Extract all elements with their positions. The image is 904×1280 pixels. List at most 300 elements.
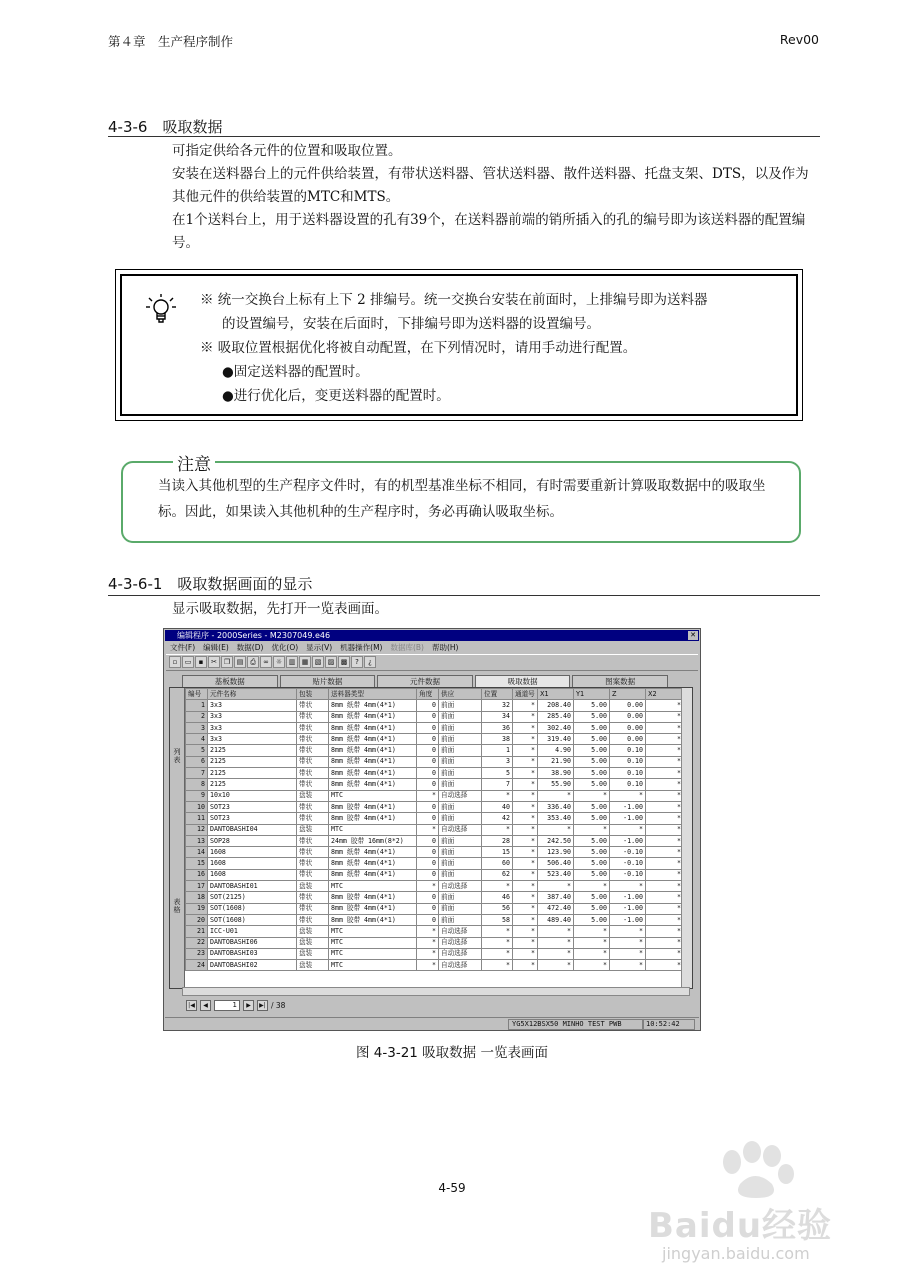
last-page-icon[interactable]: ▶|: [257, 1000, 268, 1011]
table-cell[interactable]: *: [646, 722, 684, 733]
table-cell[interactable]: 前面: [439, 813, 482, 824]
table-cell[interactable]: *: [513, 779, 538, 790]
table-row[interactable]: [186, 734, 684, 745]
table-cell[interactable]: *: [610, 824, 646, 835]
table-cell[interactable]: 7: [186, 768, 208, 779]
tab-1[interactable]: 贴片数据: [280, 675, 376, 687]
table-cell[interactable]: *: [646, 790, 684, 801]
table-cell[interactable]: 20: [186, 914, 208, 925]
table-cell[interactable]: 5.00: [574, 847, 610, 858]
table-cell[interactable]: 5.00: [574, 892, 610, 903]
table-cell[interactable]: 自动选择: [439, 824, 482, 835]
table-cell[interactable]: 盘装: [297, 881, 329, 892]
table-cell[interactable]: 11: [186, 813, 208, 824]
table-cell[interactable]: *: [513, 711, 538, 722]
table-cell[interactable]: 302.40: [538, 722, 574, 733]
table-cell[interactable]: *: [646, 711, 684, 722]
table-row[interactable]: [186, 813, 684, 824]
table-cell[interactable]: 0.00: [610, 700, 646, 711]
table-cell[interactable]: 自动选择: [439, 926, 482, 937]
table-cell[interactable]: *: [610, 790, 646, 801]
table-cell[interactable]: *: [513, 768, 538, 779]
table-cell[interactable]: *: [646, 858, 684, 869]
table-cell[interactable]: 5.00: [574, 756, 610, 767]
table-cell[interactable]: 5: [186, 745, 208, 756]
table-cell[interactable]: 带状: [297, 903, 329, 914]
next-page-icon[interactable]: ▶: [243, 1000, 254, 1011]
table-cell[interactable]: 前面: [439, 756, 482, 767]
table-cell[interactable]: 盘装: [297, 790, 329, 801]
table-cell[interactable]: 前面: [439, 700, 482, 711]
table-cell[interactable]: 2125: [208, 745, 297, 756]
horizontal-scrollbar[interactable]: [182, 987, 690, 996]
column-header[interactable]: 编号: [186, 689, 208, 700]
table-cell[interactable]: 带状: [297, 734, 329, 745]
table-cell[interactable]: 8mm 纸带 4mm(4*1): [329, 768, 417, 779]
table-cell[interactable]: 24: [186, 960, 208, 971]
table-cell[interactable]: *: [538, 790, 574, 801]
table-cell[interactable]: 1608: [208, 847, 297, 858]
table-cell[interactable]: 带状: [297, 768, 329, 779]
table-row[interactable]: [186, 858, 684, 869]
table-cell[interactable]: 0: [417, 847, 439, 858]
table-cell[interactable]: 208.40: [538, 700, 574, 711]
table-cell[interactable]: 285.40: [538, 711, 574, 722]
table-cell[interactable]: 10: [186, 801, 208, 812]
table-row[interactable]: [186, 756, 684, 767]
table-cell[interactable]: 带状: [297, 711, 329, 722]
table-cell[interactable]: *: [513, 926, 538, 937]
table-cell[interactable]: 2: [186, 711, 208, 722]
table-cell[interactable]: *: [417, 948, 439, 959]
table-cell[interactable]: *: [538, 960, 574, 971]
table-row[interactable]: [186, 801, 684, 812]
table-cell[interactable]: 506.40: [538, 858, 574, 869]
table-row[interactable]: [186, 881, 684, 892]
table-cell[interactable]: *: [574, 960, 610, 971]
table-cell[interactable]: 5.00: [574, 858, 610, 869]
table-cell[interactable]: 40: [482, 801, 513, 812]
table-cell[interactable]: 5.00: [574, 869, 610, 880]
table-cell[interactable]: 带状: [297, 914, 329, 925]
table-cell[interactable]: *: [610, 960, 646, 971]
table-cell[interactable]: 0: [417, 858, 439, 869]
column-header[interactable]: Y1: [574, 689, 610, 700]
table-cell[interactable]: 0: [417, 700, 439, 711]
table-cell[interactable]: DANTOBASHI06: [208, 937, 297, 948]
table-cell[interactable]: 1608: [208, 858, 297, 869]
table-cell[interactable]: *: [513, 801, 538, 812]
chart-icon[interactable]: ▥: [286, 656, 298, 668]
column-header[interactable]: 位置: [482, 689, 513, 700]
table-cell[interactable]: 28: [482, 835, 513, 846]
table-cell[interactable]: 60: [482, 858, 513, 869]
table-cell[interactable]: *: [513, 847, 538, 858]
table-cell[interactable]: 8mm 纸带 4mm(4*1): [329, 847, 417, 858]
table-cell[interactable]: 带状: [297, 858, 329, 869]
table-cell[interactable]: 0: [417, 745, 439, 756]
table-cell[interactable]: 5.00: [574, 745, 610, 756]
table-cell[interactable]: *: [646, 869, 684, 880]
table-cell[interactable]: 1: [186, 700, 208, 711]
table-cell[interactable]: 0: [417, 869, 439, 880]
table-cell[interactable]: 0.10: [610, 779, 646, 790]
table-cell[interactable]: 34: [482, 711, 513, 722]
table-cell[interactable]: -1.00: [610, 813, 646, 824]
table-cell[interactable]: 523.40: [538, 869, 574, 880]
table-cell[interactable]: 46: [482, 892, 513, 903]
table-cell[interactable]: *: [513, 756, 538, 767]
table-cell[interactable]: *: [417, 937, 439, 948]
table-row[interactable]: [186, 779, 684, 790]
table-cell[interactable]: -1.00: [610, 835, 646, 846]
table-cell[interactable]: 前面: [439, 768, 482, 779]
table-cell[interactable]: 58: [482, 914, 513, 925]
menu-item[interactable]: 编辑(E): [203, 643, 229, 652]
table-row[interactable]: [186, 937, 684, 948]
table-cell[interactable]: 8mm 纸带 4mm(4*1): [329, 869, 417, 880]
table-cell[interactable]: 0: [417, 801, 439, 812]
table-cell[interactable]: 5.00: [574, 813, 610, 824]
table-cell[interactable]: *: [513, 700, 538, 711]
table-cell[interactable]: 前面: [439, 858, 482, 869]
table-cell[interactable]: 19: [186, 903, 208, 914]
table-cell[interactable]: *: [482, 937, 513, 948]
table-cell[interactable]: 8mm 纸带 4mm(4*1): [329, 745, 417, 756]
table-cell[interactable]: 前面: [439, 892, 482, 903]
table-cell[interactable]: 2125: [208, 768, 297, 779]
table-cell[interactable]: 0.10: [610, 768, 646, 779]
help-icon[interactable]: ?: [351, 656, 363, 668]
table-cell[interactable]: SOT(2125): [208, 892, 297, 903]
table-cell[interactable]: 8mm 纸带 4mm(4*1): [329, 711, 417, 722]
table-cell[interactable]: 3: [186, 722, 208, 733]
table-cell[interactable]: 0: [417, 813, 439, 824]
table-cell[interactable]: 38: [482, 734, 513, 745]
machine-icon[interactable]: ▦: [299, 656, 311, 668]
table-cell[interactable]: 0.00: [610, 722, 646, 733]
table-cell[interactable]: *: [417, 960, 439, 971]
table-cell[interactable]: -1.00: [610, 892, 646, 903]
table-cell[interactable]: *: [513, 824, 538, 835]
table-cell[interactable]: 0: [417, 722, 439, 733]
table-row[interactable]: [186, 722, 684, 733]
table-cell[interactable]: *: [513, 835, 538, 846]
table-cell[interactable]: *: [513, 790, 538, 801]
table-cell[interactable]: 8mm 胶带 4mm(4*1): [329, 914, 417, 925]
tab-4[interactable]: 图案数据: [572, 675, 668, 687]
table-cell[interactable]: 4.90: [538, 745, 574, 756]
table-cell[interactable]: 12: [186, 824, 208, 835]
table-cell[interactable]: SOP28: [208, 835, 297, 846]
column-header[interactable]: 元件名称: [208, 689, 297, 700]
side-label-list[interactable]: 列表: [173, 748, 181, 764]
table-cell[interactable]: *: [574, 937, 610, 948]
table-cell[interactable]: 21.90: [538, 756, 574, 767]
find-icon[interactable]: ∞: [260, 656, 272, 668]
table-cell[interactable]: *: [574, 948, 610, 959]
table-cell[interactable]: 55.90: [538, 779, 574, 790]
table-cell[interactable]: 5.00: [574, 801, 610, 812]
table-cell[interactable]: *: [610, 881, 646, 892]
table-cell[interactable]: 前面: [439, 801, 482, 812]
table-cell[interactable]: 8mm 纸带 4mm(4*1): [329, 734, 417, 745]
column-header[interactable]: Z: [610, 689, 646, 700]
open-folder-icon[interactable]: ▭: [182, 656, 194, 668]
close-icon[interactable]: ✕: [688, 631, 698, 640]
table-cell[interactable]: SOT(1608): [208, 903, 297, 914]
table-cell[interactable]: 带状: [297, 847, 329, 858]
table-cell[interactable]: 7: [482, 779, 513, 790]
table-cell[interactable]: 5.00: [574, 722, 610, 733]
table-cell[interactable]: 盘装: [297, 824, 329, 835]
table-row[interactable]: [186, 835, 684, 846]
table-cell[interactable]: 8mm 纸带 4mm(4*1): [329, 779, 417, 790]
table-cell[interactable]: *: [646, 847, 684, 858]
menu-item[interactable]: 机器操作(M): [340, 643, 383, 652]
table-cell[interactable]: 0: [417, 768, 439, 779]
table-cell[interactable]: *: [513, 722, 538, 733]
table-cell[interactable]: *: [417, 790, 439, 801]
table-cell[interactable]: 14: [186, 847, 208, 858]
table-cell[interactable]: *: [417, 881, 439, 892]
table-cell[interactable]: 前面: [439, 779, 482, 790]
menu-item[interactable]: 数据(D): [236, 643, 264, 652]
table-cell[interactable]: 带状: [297, 779, 329, 790]
table-cell[interactable]: 24mm 胶带 16mm(8*2): [329, 835, 417, 846]
table-cell[interactable]: *: [513, 903, 538, 914]
table-cell[interactable]: 带状: [297, 756, 329, 767]
table-cell[interactable]: 自动选择: [439, 937, 482, 948]
table-cell[interactable]: *: [513, 960, 538, 971]
table-cell[interactable]: 38.90: [538, 768, 574, 779]
layout-icon[interactable]: ▩: [338, 656, 350, 668]
table-cell[interactable]: *: [513, 869, 538, 880]
table-cell[interactable]: 6: [186, 756, 208, 767]
grid-icon[interactable]: ▧: [312, 656, 324, 668]
tab-3[interactable]: 吸取数据: [475, 675, 571, 687]
table-cell[interactable]: 5.00: [574, 711, 610, 722]
table-cell[interactable]: 8mm 纸带 4mm(4*1): [329, 722, 417, 733]
table-cell[interactable]: 5.00: [574, 734, 610, 745]
table-cell[interactable]: *: [513, 914, 538, 925]
table-cell[interactable]: *: [538, 824, 574, 835]
table-cell[interactable]: MTC: [329, 926, 417, 937]
table-cell[interactable]: 16: [186, 869, 208, 880]
table-cell[interactable]: 0.00: [610, 711, 646, 722]
table-row[interactable]: [186, 892, 684, 903]
table-cell[interactable]: 自动选择: [439, 960, 482, 971]
side-label-table[interactable]: 表格: [173, 898, 181, 914]
table-cell[interactable]: *: [646, 914, 684, 925]
menu-item[interactable]: 文件(F): [170, 643, 196, 652]
tab-0[interactable]: 基板数据: [182, 675, 278, 687]
table-cell[interactable]: 5.00: [574, 914, 610, 925]
table-cell[interactable]: 5.00: [574, 835, 610, 846]
table-cell[interactable]: *: [646, 948, 684, 959]
table-cell[interactable]: *: [482, 926, 513, 937]
table-cell[interactable]: *: [646, 734, 684, 745]
table-cell[interactable]: 5.00: [574, 700, 610, 711]
table-row[interactable]: [186, 700, 684, 711]
table-cell[interactable]: 8mm 纸带 4mm(4*1): [329, 858, 417, 869]
table-cell[interactable]: *: [482, 790, 513, 801]
prev-page-icon[interactable]: ◀: [200, 1000, 211, 1011]
table-cell[interactable]: 8mm 胶带 4mm(4*1): [329, 801, 417, 812]
table-cell[interactable]: *: [513, 858, 538, 869]
table-cell[interactable]: 3: [482, 756, 513, 767]
cut-icon[interactable]: ✂: [208, 656, 220, 668]
table-cell[interactable]: 0: [417, 903, 439, 914]
table-cell[interactable]: *: [417, 824, 439, 835]
save-icon[interactable]: ▪: [195, 656, 207, 668]
table-cell[interactable]: 带状: [297, 813, 329, 824]
table-cell[interactable]: DANTOBASHI01: [208, 881, 297, 892]
context-help-icon[interactable]: ¿: [364, 656, 376, 668]
table-cell[interactable]: 前面: [439, 869, 482, 880]
table-row[interactable]: [186, 824, 684, 835]
table-cell[interactable]: *: [646, 824, 684, 835]
table-cell[interactable]: 23: [186, 948, 208, 959]
first-page-icon[interactable]: |◀: [186, 1000, 197, 1011]
table-cell[interactable]: 2125: [208, 756, 297, 767]
table-cell[interactable]: *: [482, 948, 513, 959]
table-cell[interactable]: 8mm 胶带 4mm(4*1): [329, 813, 417, 824]
table-cell[interactable]: 8mm 胶带 4mm(4*1): [329, 903, 417, 914]
table-cell[interactable]: DANTOBASHI02: [208, 960, 297, 971]
table-cell[interactable]: *: [646, 926, 684, 937]
table-cell[interactable]: *: [513, 813, 538, 824]
table-cell[interactable]: 带状: [297, 869, 329, 880]
table-cell[interactable]: 盘装: [297, 960, 329, 971]
table-cell[interactable]: 123.90: [538, 847, 574, 858]
table-cell[interactable]: *: [513, 881, 538, 892]
table-cell[interactable]: *: [646, 960, 684, 971]
tab-2[interactable]: 元件数据: [377, 675, 473, 687]
table-cell[interactable]: *: [574, 790, 610, 801]
table-cell[interactable]: *: [513, 892, 538, 903]
copy-icon[interactable]: ❐: [221, 656, 233, 668]
table-cell[interactable]: 带状: [297, 722, 329, 733]
column-header[interactable]: 送料器类型: [329, 689, 417, 700]
paste-icon[interactable]: ▤: [234, 656, 246, 668]
table-cell[interactable]: 带状: [297, 700, 329, 711]
table-cell[interactable]: DANTOBASHI03: [208, 948, 297, 959]
table-cell[interactable]: 353.40: [538, 813, 574, 824]
table-cell[interactable]: 472.40: [538, 903, 574, 914]
table-cell[interactable]: 0.00: [610, 734, 646, 745]
table-cell[interactable]: 自动选择: [439, 948, 482, 959]
table-cell[interactable]: *: [646, 881, 684, 892]
table-cell[interactable]: *: [482, 824, 513, 835]
menu-item[interactable]: 数据库(B): [390, 643, 424, 652]
column-header[interactable]: 包装: [297, 689, 329, 700]
table-cell[interactable]: 0: [417, 779, 439, 790]
table-cell[interactable]: 3x3: [208, 734, 297, 745]
table-row[interactable]: [186, 745, 684, 756]
page-input[interactable]: 1: [214, 1000, 240, 1011]
table-cell[interactable]: *: [538, 937, 574, 948]
table-cell[interactable]: 自动选择: [439, 790, 482, 801]
table-cell[interactable]: 8mm 纸带 4mm(4*1): [329, 756, 417, 767]
table-cell[interactable]: MTC: [329, 790, 417, 801]
table-cell[interactable]: 带状: [297, 892, 329, 903]
table-cell[interactable]: 5.00: [574, 779, 610, 790]
table-cell[interactable]: 17: [186, 881, 208, 892]
table-cell[interactable]: 336.40: [538, 801, 574, 812]
table-cell[interactable]: 9: [186, 790, 208, 801]
table-row[interactable]: [186, 948, 684, 959]
table-cell[interactable]: 1608: [208, 869, 297, 880]
table-cell[interactable]: *: [646, 813, 684, 824]
table-cell[interactable]: 前面: [439, 903, 482, 914]
table-cell[interactable]: 62: [482, 869, 513, 880]
table-cell[interactable]: 0: [417, 835, 439, 846]
table-cell[interactable]: DANTOBASHI04: [208, 824, 297, 835]
table-cell[interactable]: *: [513, 948, 538, 959]
table-cell[interactable]: *: [646, 801, 684, 812]
table-cell[interactable]: *: [482, 881, 513, 892]
table-cell[interactable]: 盘装: [297, 937, 329, 948]
table-cell[interactable]: 387.40: [538, 892, 574, 903]
table-cell[interactable]: 自动选择: [439, 881, 482, 892]
optimize-icon[interactable]: ☼: [273, 656, 285, 668]
table-cell[interactable]: -0.10: [610, 858, 646, 869]
column-header[interactable]: 通道号: [513, 689, 538, 700]
table-cell[interactable]: *: [610, 937, 646, 948]
table-cell[interactable]: 10x10: [208, 790, 297, 801]
menu-item[interactable]: 显示(V): [306, 643, 333, 652]
table-cell[interactable]: 2125: [208, 779, 297, 790]
table-cell[interactable]: 前面: [439, 711, 482, 722]
table-cell[interactable]: 22: [186, 937, 208, 948]
column-header[interactable]: 角度: [417, 689, 439, 700]
table-cell[interactable]: 0: [417, 914, 439, 925]
table-cell[interactable]: 0.10: [610, 745, 646, 756]
table-row[interactable]: [186, 926, 684, 937]
table-cell[interactable]: SOT(1608): [208, 914, 297, 925]
table-row[interactable]: [186, 711, 684, 722]
table-cell[interactable]: 带状: [297, 745, 329, 756]
table-cell[interactable]: 36: [482, 722, 513, 733]
table-cell[interactable]: 13: [186, 835, 208, 846]
table-cell[interactable]: 0: [417, 892, 439, 903]
table-cell[interactable]: 前面: [439, 835, 482, 846]
table-cell[interactable]: 15: [186, 858, 208, 869]
table-cell[interactable]: *: [574, 926, 610, 937]
table-cell[interactable]: 前面: [439, 847, 482, 858]
table-cell[interactable]: *: [610, 926, 646, 937]
table-cell[interactable]: 前面: [439, 734, 482, 745]
table-cell[interactable]: *: [574, 824, 610, 835]
table-cell[interactable]: 8mm 胶带 4mm(4*1): [329, 892, 417, 903]
table-cell[interactable]: 18: [186, 892, 208, 903]
table-row[interactable]: [186, 768, 684, 779]
table-cell[interactable]: *: [538, 926, 574, 937]
db-icon[interactable]: ▨: [325, 656, 337, 668]
vertical-scrollbar[interactable]: [681, 688, 692, 988]
table-cell[interactable]: *: [513, 937, 538, 948]
table-cell[interactable]: 盘装: [297, 948, 329, 959]
table-cell[interactable]: 489.40: [538, 914, 574, 925]
table-cell[interactable]: *: [482, 960, 513, 971]
table-cell[interactable]: 带状: [297, 835, 329, 846]
table-cell[interactable]: 3x3: [208, 722, 297, 733]
table-row[interactable]: [186, 869, 684, 880]
table-cell[interactable]: 319.40: [538, 734, 574, 745]
column-header[interactable]: X2: [646, 689, 684, 700]
table-cell[interactable]: *: [513, 745, 538, 756]
